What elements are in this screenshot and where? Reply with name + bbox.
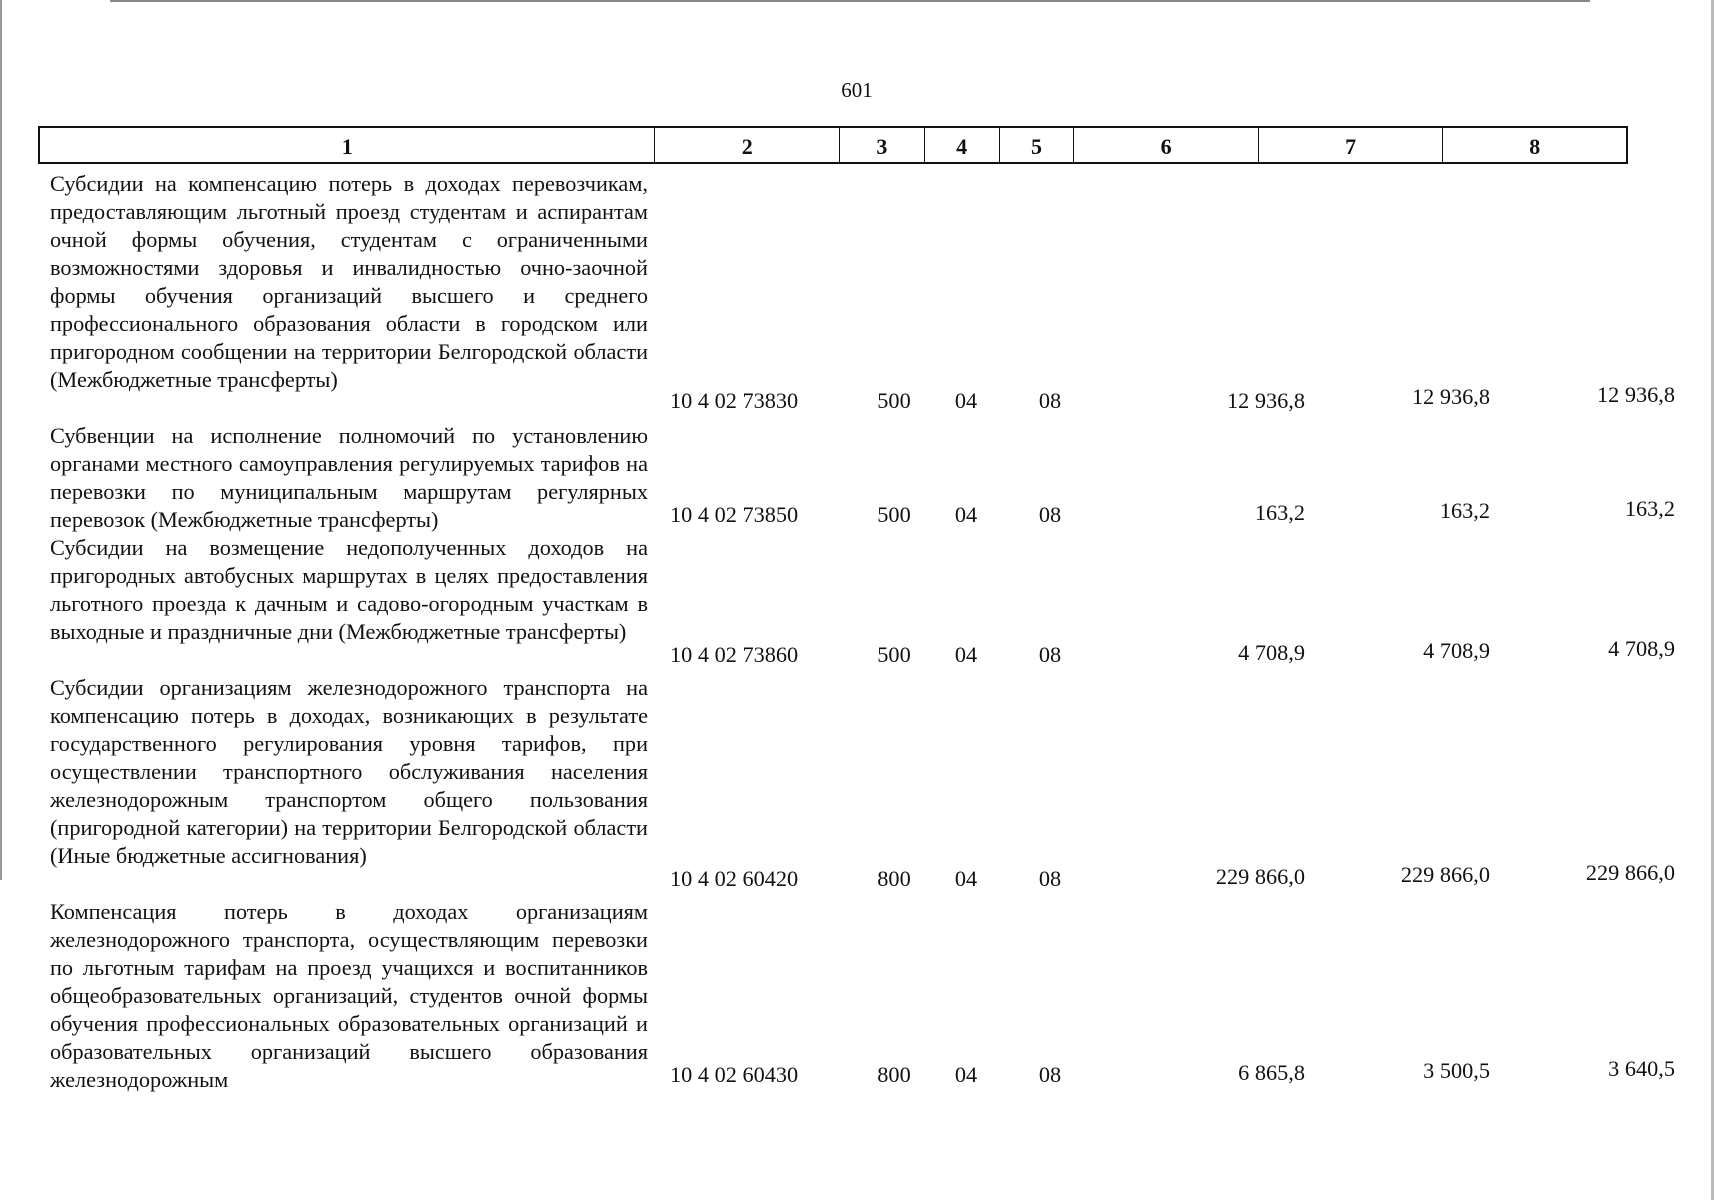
row-col7: 229 866,0 bbox=[1400, 862, 1490, 887]
row-col6: 163,2 bbox=[1254, 500, 1305, 525]
row-col8: 12 936,8 bbox=[1596, 382, 1675, 407]
row-col8: 229 866,0 bbox=[1585, 860, 1675, 885]
table-header bbox=[38, 126, 1628, 164]
row-col4: 04 bbox=[954, 502, 978, 527]
page-number: 601 bbox=[841, 78, 873, 102]
column-header-5: 5 bbox=[1000, 128, 1075, 162]
row-col4: 04 bbox=[954, 866, 978, 891]
row-col7: 3 500,5 bbox=[1423, 1058, 1490, 1083]
row-col5: 08 bbox=[1038, 388, 1062, 413]
table-row bbox=[50, 898, 1675, 1098]
row-col8: 3 640,5 bbox=[1608, 1056, 1675, 1081]
row-col7: 4 708,9 bbox=[1423, 638, 1490, 663]
row-col4: 04 bbox=[954, 1062, 978, 1087]
row-col3: 500 bbox=[877, 388, 911, 413]
row-col8: 163,2 bbox=[1624, 496, 1675, 521]
column-header-2: 2 bbox=[655, 128, 840, 162]
table-row bbox=[50, 170, 1675, 422]
scan-border-top bbox=[110, 0, 1590, 2]
row-col7: 163,2 bbox=[1439, 498, 1490, 523]
row-col6: 12 936,8 bbox=[1226, 388, 1305, 413]
row-col5: 08 bbox=[1038, 502, 1062, 527]
row-col4: 04 bbox=[954, 388, 978, 413]
row-col3: 500 bbox=[877, 642, 911, 667]
column-header-3: 3 bbox=[840, 128, 925, 162]
row-code: 10 4 02 60420 bbox=[670, 866, 799, 891]
column-header-7: 7 bbox=[1259, 128, 1444, 162]
row-col3: 500 bbox=[877, 502, 911, 527]
table-row bbox=[50, 534, 1675, 674]
row-code: 10 4 02 73860 bbox=[670, 642, 799, 667]
column-header-8: 8 bbox=[1529, 134, 1541, 159]
row-col5: 08 bbox=[1038, 866, 1062, 891]
row-col6: 6 865,8 bbox=[1238, 1060, 1305, 1085]
column-header-6: 6 bbox=[1074, 128, 1259, 162]
row-description: Компенсация потерь в доходах организациям железнодорожного транспорта, осуществляющим перевозки по льготным тарифам на проезд учащихся и воспитанников общеобразовательных организаций, студентов очной формы обучения профессиональных образовательных организаций и образовательных организаций высшего образования железнодорожным bbox=[50, 899, 648, 1092]
row-code: 10 4 02 60430 bbox=[670, 1062, 799, 1087]
row-description: Субсидии на компенсацию потерь в доходах перевозчикам, предоставляющим льготный проезд студентам и аспирантам очной формы обучения, студентам с ограниченными возможностями здоровья и инвалидностью очно-заочной формы обучения организаций высшего и среднего профессионального образования области в городском или пригородном сообщении на территории Белгородской области (Межбюджетные трансферты) bbox=[50, 171, 648, 392]
row-col3: 800 bbox=[877, 866, 911, 891]
row-col5: 08 bbox=[1038, 1062, 1062, 1087]
row-col3: 800 bbox=[877, 1062, 911, 1087]
table-row bbox=[50, 674, 1675, 898]
table-row bbox=[50, 422, 1675, 534]
column-header-4: 4 bbox=[925, 128, 1000, 162]
row-description: Субвенции на исполнение полномочий по установлению органами местного самоуправления регулируемых тарифов на перевозки по муниципальным маршрутам регулярных перевозок (Межбюджетные трансферты) bbox=[50, 423, 648, 532]
column-header-1: 1 bbox=[40, 128, 655, 162]
row-description: Субсидии организациям железнодорожного транспорта на компенсацию потерь в доходах, возникающих в результате государственного регулирования уровня тарифов, при осуществлении транспортного обслуживания населения железнодорожным транспортом общего пользования (пригородной категории) на территории Белгородской области (Иные бюджетные ассигнования) bbox=[50, 675, 648, 868]
scan-border-left bbox=[0, 0, 2, 880]
row-description: Субсидии на возмещение недополученных доходов на пригородных автобусных маршрутах в целях предоставления льготного проезда к дачным и садово-огородным участкам в выходные и праздничные дни (Межбюджетные трансферты) bbox=[50, 535, 648, 644]
row-code: 10 4 02 73850 bbox=[670, 502, 799, 527]
row-col8: 4 708,9 bbox=[1608, 636, 1675, 661]
row-col5: 08 bbox=[1038, 642, 1062, 667]
row-col7: 12 936,8 bbox=[1411, 384, 1490, 409]
row-col6: 229 866,0 bbox=[1215, 864, 1305, 889]
row-col4: 04 bbox=[954, 642, 978, 667]
row-code: 10 4 02 73830 bbox=[670, 388, 799, 413]
row-col6: 4 708,9 bbox=[1238, 640, 1305, 665]
